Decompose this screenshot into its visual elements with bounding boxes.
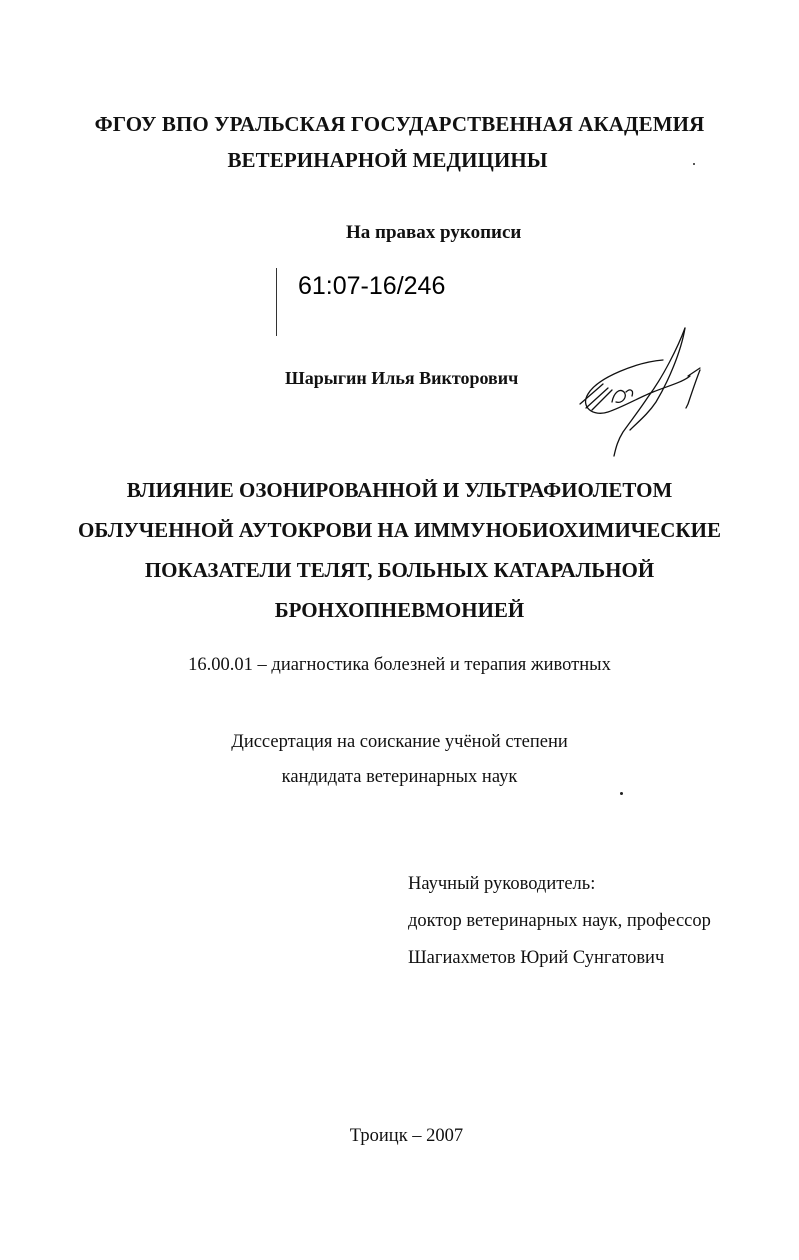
- scan-speck: [620, 792, 623, 795]
- supervisor-block: [408, 866, 711, 977]
- supervisor-name: Шагиахметов Юрий Сунгатович: [408, 948, 665, 968]
- scan-speck: [693, 163, 695, 165]
- title-line-4: БРОНХОПНЕВМОНИЕЙ: [274, 598, 525, 622]
- catalog-code: 61:07-16/246: [298, 272, 446, 300]
- supervisor-rank: доктор ветеринарных наук, профессор: [408, 911, 711, 931]
- title-line-1: ВЛИЯНИЕ ОЗОНИРОВАННОЙ И УЛЬТРАФИОЛЕТОМ: [126, 478, 673, 502]
- degree-line-2: кандидата ветеринарных наук: [281, 767, 518, 787]
- rights-notice: На правах рукописи: [346, 222, 522, 243]
- institution-line-2: ВЕТЕРИНАРНОЙ МЕДИЦИНЫ: [227, 148, 548, 172]
- degree-line-1: Диссертация на соискание учёной степени: [231, 732, 568, 752]
- specialty: 16.00.01 – диагностика болезней и терапия животных: [188, 655, 611, 675]
- city-year: Троицк – 2007: [349, 1126, 464, 1146]
- author-name: Шарыгин Илья Викторович: [285, 368, 519, 388]
- supervisor-label: Научный руководитель:: [408, 874, 596, 894]
- signature-icon: [568, 322, 708, 462]
- code-margin-line: [276, 268, 277, 336]
- title-line-3: ПОКАЗАТЕЛИ ТЕЛЯТ, БОЛЬНЫХ КАТАРАЛЬНОЙ: [144, 558, 655, 582]
- dissertation-title: [0, 470, 799, 630]
- institution-line-1: ФГОУ ВПО УРАЛЬСКАЯ ГОСУДАРСТВЕННАЯ АКАДЕМИЯ: [94, 112, 705, 136]
- title-line-2: ОБЛУЧЕННОЙ АУТОКРОВИ НА ИММУНОБИОХИМИЧЕСКИЕ: [78, 518, 721, 542]
